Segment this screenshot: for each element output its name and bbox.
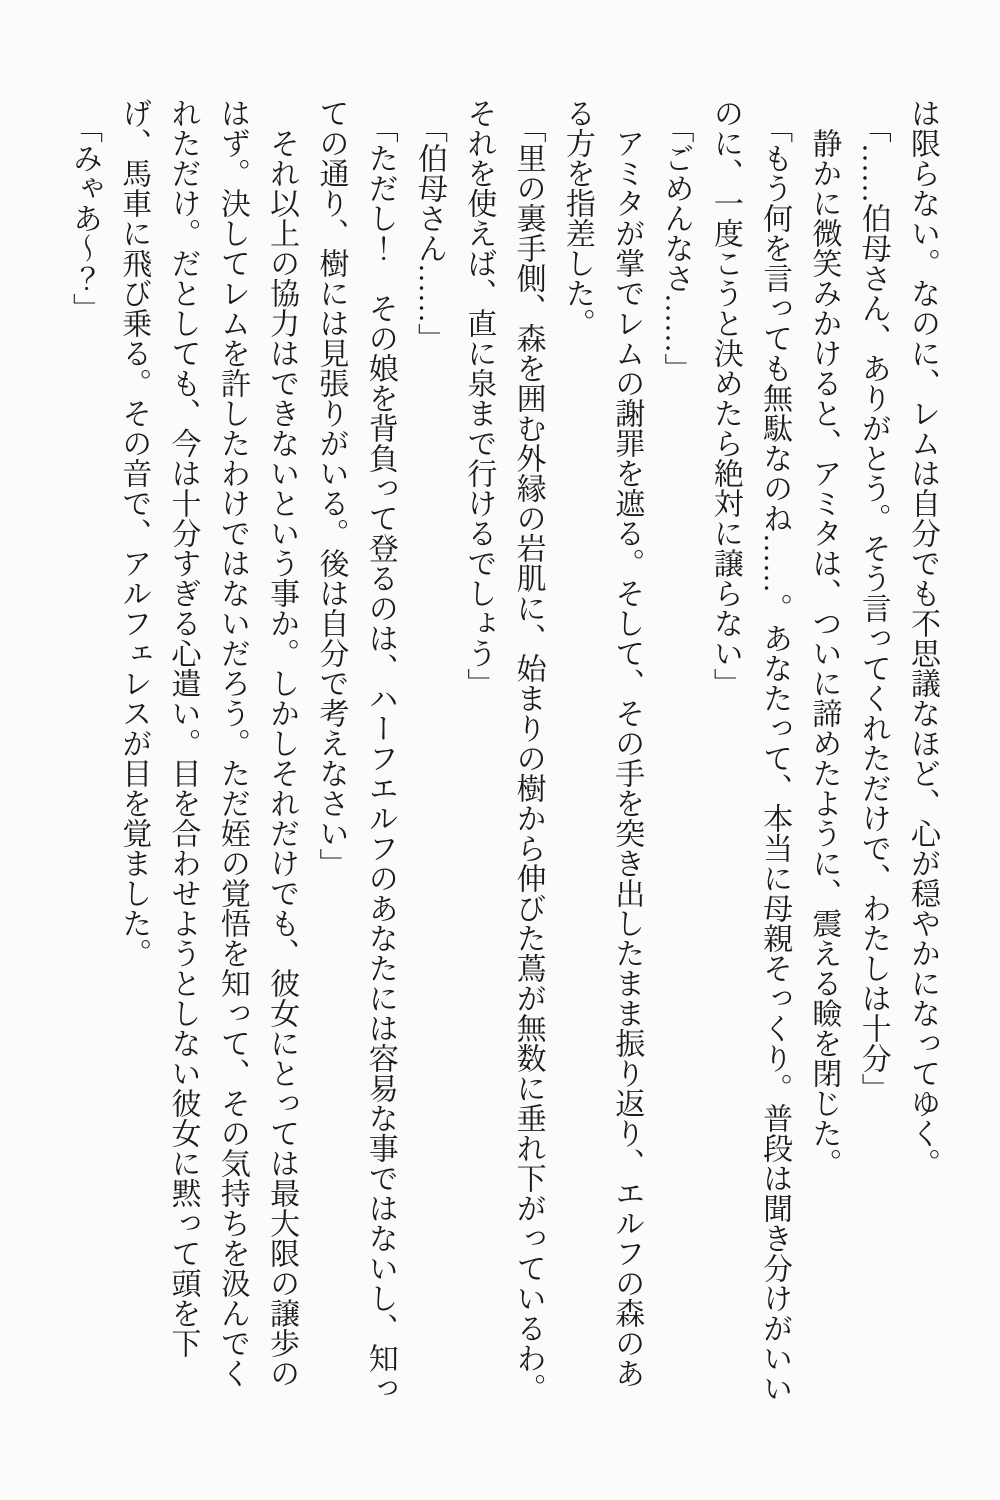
dialogue-paragraph: 「みゃあ〜？」 xyxy=(67,113,101,323)
dialogue-paragraph: 「里の裏手側、森を囲む外縁の岩肌に、始まりの樹から伸びた蔦が無数に垂れ下がっているわ。それを使えば、直に泉まで行けるでしょう」 xyxy=(462,98,545,1403)
dialogue-paragraph: 「もう何を言っても無駄なのね……。あなたって、本当に母親そっくり。普段は聞き分けがいいのに、一度こうと決めたら絶対に譲らない」 xyxy=(708,98,792,1403)
dialogue-paragraph: 「伯母さん……」 xyxy=(413,113,447,353)
paragraph: 静かに微笑みかけると、アミタは、ついに諦めたように、震える瞼を閉じた。 xyxy=(807,128,841,1178)
dialogue-paragraph: 「……伯母さん、ありがとう。そう言ってくれただけで、わたしは十分」 xyxy=(856,113,890,1103)
paragraph: アミタが掌でレムの謝罪を遮る。そして、その手を突き出したまま振り返り、エルフの森のある方を指差した。 xyxy=(560,98,644,1388)
paragraph: それ以上の協力はできないという事か。しかしそれだけでも、彼女にとっては最大限の譲歩のはず。決してレムを許したわけではないだろう。ただ姪の覚悟を知って、その気持ちを汲んでくれただけ。だとしても、今は十分すぎる心遣い。目を合わせようとしない彼女に黙って頭を下げ、馬車に飛び乗る。その音で、アルフェレスが目を覚ました。 xyxy=(117,98,299,1388)
dialogue-paragraph: 「ごめんなさ……」 xyxy=(659,113,693,383)
dialogue-paragraph: 「ただし！ その娘を背負って登るのは、ハーフエルフのあなたには容易な事ではないし、知っての通り、樹には見張りがいる。後は自分で考えなさい」 xyxy=(314,98,397,1403)
paragraph: は限らない。なのに、レムは自分でも不思議なほど、心が穏やかになってゆく。 xyxy=(906,98,939,1178)
vertical-text-block xyxy=(57,98,947,1406)
